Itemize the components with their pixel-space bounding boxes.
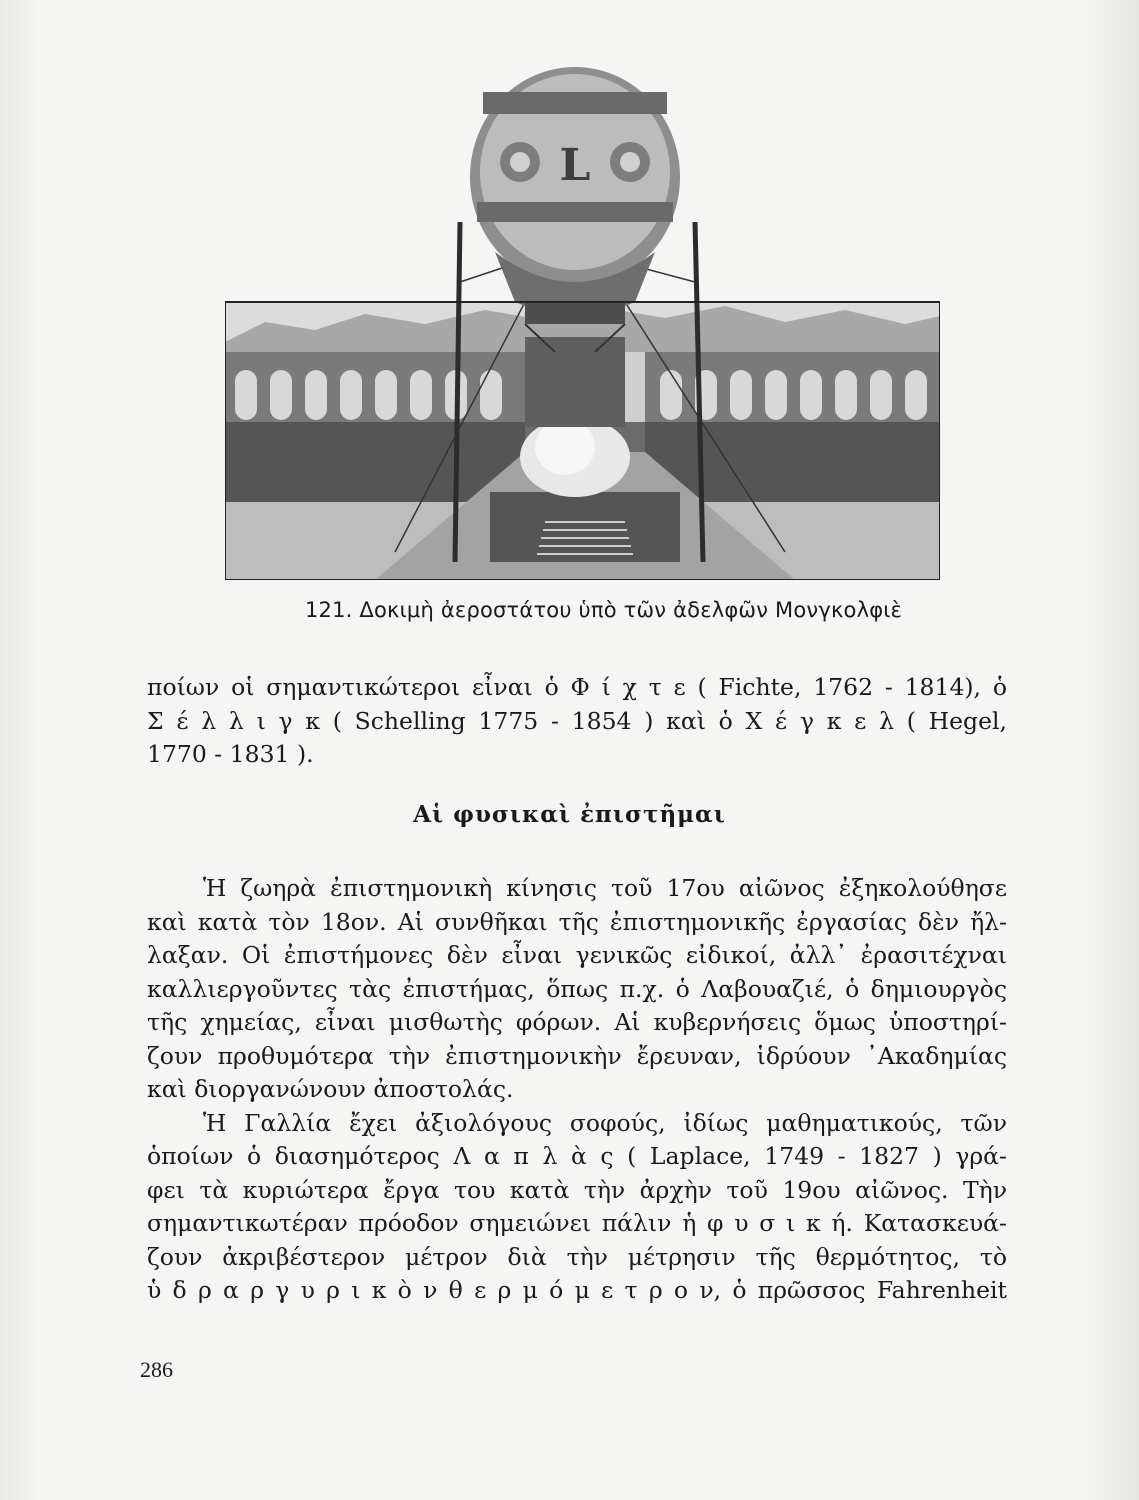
page-number: 286 [140, 1357, 173, 1382]
text-line: ποίων οἱ σημαντικώτεροι εἶναι ὁ Φ ί χ τ ε ( Fichte, 1762 - 1814), ὁ [147, 673, 1007, 701]
figure-caption: 121. Δοκιμὴ ἀεροστάτου ὑπὸ τῶν ἀδελφῶν Μονγκολφιὲ [305, 598, 903, 622]
text-line: ζουν ἀκριβέστερον μέτρον διὰ τὴν μέτρησιν τῆς θερμότητος, τὸ [147, 1242, 1007, 1271]
text-line: λαξαν. Οἱ ἐπιστήμονες δὲν εἶναι γενικῶς εἰδικοί, ἀλλ᾽ ἐρασιτέχναι [147, 941, 1007, 969]
text-line: Ἡ ζωηρὰ ἐπιστημονικὴ κίνησις τοῦ 17ου αἰῶνος ἐξηκολούθησε [203, 874, 1007, 902]
section-heading: Αἱ φυσικαὶ ἐπιστῆμαι [413, 801, 726, 828]
text-line: σημαντικωτέραν πρόοδον σημειώνει πάλιν ἡ φ υ σ ι κ ή. Κατασκευά- [147, 1209, 1007, 1237]
text-line: τῆς χημείας, εἶναι μισθωτὴς φόρων. Αἱ κυβερνήσεις ὅμως ὑποστηρί- [147, 1008, 1007, 1036]
text-line: ὁποίων ὁ διασημότερος Λ α π λ ὰ ς ( Laplace, 1749 - 1827 ) γρά- [147, 1142, 1007, 1170]
intro-paragraph [147, 671, 1007, 772]
text-line: Σ έ λ λ ι γ κ ( Schelling 1775 - 1854 ) καὶ ὁ Χ έ γ κ ε λ ( Hegel, [147, 706, 1007, 735]
text-line: ζουν προθυμότερα τὴν ἐπιστημονικὴν ἔρευναν, ἱδρύουν ᾽Ακαδημίας [147, 1041, 1007, 1070]
balloon-engraving-illustration [225, 52, 940, 580]
text-line: ὑ δ ρ α ρ γ υ ρ ι κ ὸ ν θ ε ρ μ ό μ ε τ ρ ο ν, ὁ πρῶσσος Fahrenheit [147, 1276, 1007, 1304]
text-line: 1770 - 1831 ). [147, 740, 314, 768]
body-text [147, 872, 1007, 1308]
svg-text:L: L [559, 140, 591, 191]
text-line: φει τὰ κυριώτερα ἔργα του κατὰ τὴν ἀρχὴν τοῦ 19ου αἰῶνος. Τὴν [147, 1175, 1007, 1204]
text-line: καλλιεργοῦντες τὰς ἐπιστήμας, ὅπως π.χ. ὁ Λαβουαζιέ, ὁ δημιουργὸς [147, 974, 1007, 1003]
text-line: καὶ κατὰ τὸν 18ον. Αἱ συνθῆκαι τῆς ἐπιστημονικῆς ἐργασίας δὲν ἤλ- [147, 907, 1007, 936]
text-line: Ἡ Γαλλία ἔχει ἀξιολόγους σοφούς, ἰδίως μαθηματικούς, τῶν [203, 1108, 1007, 1137]
text-line: καὶ διοργανώνουν ἀποστολάς. [147, 1075, 514, 1103]
